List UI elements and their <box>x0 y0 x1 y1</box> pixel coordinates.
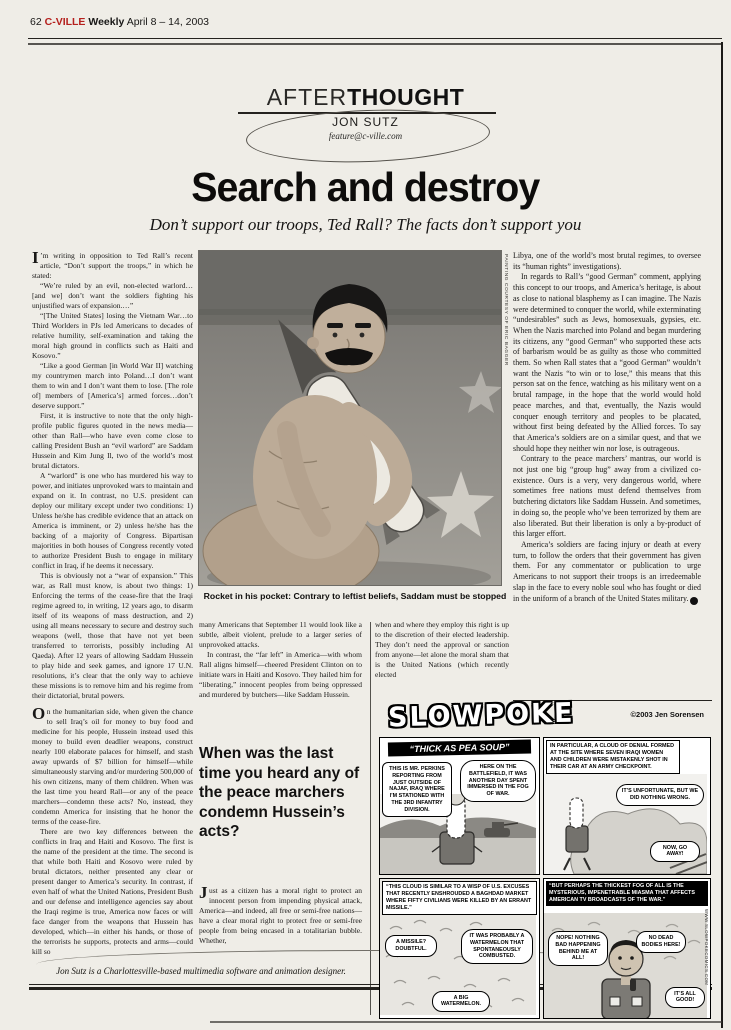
article-column-4 <box>513 251 701 605</box>
comic-strip <box>376 697 712 1018</box>
article-paragraph: In regards to Rall’s “good German” comment, applying this concept to our troops, and America’s heritage, is about as close to national blasphemy as I can imagine. The Nazis were determined to conquer the world, while exterminating “undesirables” such as Jews, homosexuals, gypsies, etc. When the Nazis marched into Poland and began murdering its citizens, any “good German” who supported these acts of barbarism would be as guilty as those who committed them. So when Rall states that a “good German” wouldn’t want the Nazis “to win or to lose,” this means that this person sat on the fence, watching as his military went on a brutal rampage, in the hope that the world would hold peace marches, and that, eventually, the Nazis would conquer enough territory and peoples to be placated, without first being defeated by the Allied forces. To say that America’s soldiers are on a similar quest, and that we should hope they neither win nor lose, is outrageous. <box>513 272 701 453</box>
masthead-suffix: Weekly <box>85 16 125 28</box>
panel3-caption: “THIS CLOUD IS SIMILAR TO A WISP OF U.S. EXCUSES THAT RECENTLY ENSHROUDED A BAGHDAD MARKET WHERE FIFTY CIVILIANS WERE KILLED BY AN ERRANT MISSILE.” <box>382 881 537 915</box>
panel4-caption: “BUT PERHAPS THE THICKEST FOG OF ALL IS THE MYSTERIOUS, IMPENETRABLE MIASMA THAT AFFECTS AMERICAN TV BROADCASTS OF THE WAR.” <box>546 881 708 906</box>
article-footer: Jon Sutz is a Charlottesville-based multimedia software and animation designer. <box>56 966 346 976</box>
column-title-light: AFTER <box>266 84 348 110</box>
article-column-3 <box>375 620 509 680</box>
speech-bubble: IT WAS PROBABLY A WATERMELON THAT SPONTANEOUSLY COMBUSTED. <box>461 929 533 964</box>
article-column-1 <box>32 248 193 957</box>
column-title <box>0 84 731 111</box>
column-title-bold: THOUGHT <box>347 84 465 110</box>
drop-cap: I <box>32 248 39 267</box>
page-right-border <box>721 42 723 1028</box>
comic-panel-4 <box>543 878 711 1019</box>
article-paragraph: There are two key differences between the conflicts in Iraq and Haiti and Kosovo. The first is the name of the president at the time. The second is that while both Haiti and Kosovo were ruled by brutal dictators, neither presented any clear or present danger to America’s security. In contrast, if even half of what the United Nations, President Bush and our defense and intelligence agencies say about the Iraqi regime is true, America now faces or will face danger from the weapons that Hussein has developed, which—in either his hands, or those of the terrorists he supports, protects and arms—could kill so <box>32 827 193 956</box>
article-paragraph: I ’m writing in opposition to Ted Rall’s recent article, “Don’t support the troops,” in which he stated: <box>32 248 193 280</box>
saddam-rocket-illustration <box>199 251 501 585</box>
speech-bubble: NO DEAD BODIES HERE! <box>636 931 686 953</box>
panel1-title: “THICK AS PEA SOUP” <box>388 740 531 757</box>
comic-panel-2 <box>543 737 711 875</box>
end-mark-icon: C <box>690 597 698 605</box>
panel2-caption: IN PARTICULAR, A CLOUD OF DENIAL FORMED AT THE SITE WHERE SEVEN IRAQI WOMEN AND CHILDREN WERE MISTAKENLY SHOT IN THEIR CAR AT AN ARMY CHECKPOINT. <box>546 740 680 774</box>
speech-bubble: NOPE! NOTHING BAD HAPPENING BEHIND ME AT ALL! <box>548 931 608 966</box>
issue-date: April 8 – 14, 2003 <box>124 16 210 28</box>
article-paragraph: This is obviously not a “war of expansion.” This war, as Rall must know, is about two things: 1) Enforcing the terms of the cease-fire that the Iraqi regime agreed to, in writing, 12 years ago, to disarm itself of its weapons of mass destruction, and 2) using all means necessary to secure and destroy such weapons (well, those that have not yet been transferred to terrorists, possibly including Al Qaeda). After 12 years of allowing Saddam Hussein to play hide and seek games, and ignore 17 U.N. resolutions, it’s clear that the only way to achieve these missions is to remove him and his regime from their dictatorial, brutal powers. <box>32 571 193 700</box>
speech-bubble: IT’S ALL GOOD! <box>665 987 705 1009</box>
article-paragraph: In contrast, the “far left” in America—with whom Rall aligns himself—cheered President Clinton on to initiate wars in Haiti and Kosovo. They hailed him for “liberating,” innocent peoples from being oppressed and murdered by butchers—like Saddam Hussein. <box>199 650 362 699</box>
article-paragraph: “We’re ruled by an evil, non-elected warlord…[and we] don’t want the soldiers fighting his unjustified wars of expansion.…” <box>32 281 193 310</box>
author-email: feature@c-ville.com <box>328 131 403 141</box>
article-paragraph: A “warlord” is one who has murdered his way to power, and initiates unprovoked wars to maintain and expand on it. In contrast, no U.S. president can deploy our military except under two conditions: 1) Unless he/she has credible evidence that an attack on America is imminent, or 2) unless he/she has the backing of a majority of Congress. Bipartisan majorities in both houses of Congress recently voted to authorize President Bush to engage in military conflict in Iraq, if he deems it necessary. <box>32 471 193 570</box>
article-paragraph: Contrary to the peace marchers’ mantras, our world is not just one big “group hug” away from a civilized co-existence. Ours is a very, very dangerous world, where sometimes free nations must defend themselves from butchering dictators like Saddam Hussein. And sometimes, in doing so, the people who’ve been terrorized by them are also liberated. But their liberation is only a by-product of this larger effort. <box>513 454 701 539</box>
article-paragraph: First, it is instructive to note that the only high-profile public figures quoted in the news media—other than Rall—who have even come close to calling President Bush an “evil warlord” are Saddam Hussein and Kim Jung Il, two of the world’s most brutal dictators. <box>32 411 193 470</box>
article-paragraph: many Americans that September 11 would look like a subtle, albeit violent, prelude to a larger series of unprovoked attacks. <box>199 620 362 649</box>
drop-cap: J <box>199 883 208 902</box>
drop-cap: O <box>32 704 46 723</box>
author-name: JON SUTZ <box>332 115 399 129</box>
article-paragraph: “[The United States] losing the Vietnam War…to Third Worlders in PJs led Americans to decades of relative humility, self-examination and taking the moral high ground in conflicts such as Haiti and Kosovo.” <box>32 311 193 360</box>
comic-panel-3 <box>379 878 540 1019</box>
speech-bubble: IT’S UNFORTUNATE, BUT WE DID NOTHING WRONG. <box>616 784 704 806</box>
article-paragraph: when and where they employ this right is up to the discretion of their elected leadership. They don’t need the approval or sanction from anyone—let alone the moral sham that is the United Nations (which recently elected <box>375 620 509 679</box>
page-number: 62 <box>30 16 42 28</box>
speech-bubble: NOW, GO AWAY! <box>650 841 700 863</box>
speech-bubble: THIS IS MR. PERKINS REPORTING FROM JUST OUTSIDE OF NAJAF, IRAQ WHERE I’M STATIONED WITH THE 3RD INFANTRY DIVISION. <box>382 762 452 817</box>
speech-bubble: HERE ON THE BATTLEFIELD, IT WAS ANOTHER DAY SPENT IMMERSED IN THE FOG OF WAR. <box>460 760 536 802</box>
article-paragraph: Just as a citizen has a moral right to protect an innocent person from impending physical attack, America—and indeed, all free or semi-free nations—have a clear moral right to protect free or semi-free people from being encased in a totalitarian bubble. Whether, <box>199 883 362 945</box>
headline: Search and destroy <box>191 164 540 210</box>
comic-panel-1 <box>379 737 540 875</box>
comic-logo: SLOWPOKE <box>387 697 575 734</box>
article-paragraph: America’s soldiers are facing injury or death at every turn, to follow the orders that their government has given them. For any commentator or publication to urge Americans to not support their troops is an irredeemable slap in the face to every noble soul who has fought or died in the uniform of a branch of the United States military. C <box>513 539 703 604</box>
page-bottom-edge <box>210 1021 722 1023</box>
article-paragraph: Libya, one of the world’s most brutal regimes, to oversee its “human rights” investigations). <box>513 251 701 271</box>
subhead: Don’t support our troops, Ted Rall? The facts don’t support you <box>149 215 582 234</box>
speech-bubble: A BIG WATERMELON. <box>432 991 490 1013</box>
speech-bubble: A MISSILE? DOUBTFUL. <box>385 935 437 957</box>
image-caption: Rocket in his pocket: Contrary to leftist beliefs, Saddam must be stopped <box>203 591 507 601</box>
page-header <box>30 16 722 28</box>
masthead-title: C-VILLE <box>44 16 86 28</box>
header-rule-thick <box>28 43 722 45</box>
pull-quote: When was the last time you heard any of the peace marchers condemn Hussein’s acts? <box>199 745 360 840</box>
image-credit: PAINTING COURTESY OF ERIC BAGGER <box>503 254 508 366</box>
article-paragraph: “Like a good German [in World War II] watching my countrymen march into Poland…I don’t want them to win and I don’t want them to lose. [The role of] members of [America’s] armed forces…don’t deserve support.” <box>32 361 193 410</box>
article-column-2-continued <box>199 883 362 946</box>
article-column-2 <box>199 620 362 700</box>
comic-website: WWW.SLOWPOKECOMICS.COM <box>704 909 709 986</box>
article-paragraph: On the humanitarian side, when given the chance to sell Iraq’s oil for money to buy food and medicine for his people, Hussein instead used this money to build even deadlier weapons, construct nearly 100 elaborate palaces for himself, and stash away upwards of $7 billion for himself—while simultaneously starving and/or murdering 500,000 of his own citizens, many of them children. When was the last time you heard Rall—or any of the peace marchers—condemn these acts? No, instead, they condemn America for insisting that he honor the terms of the cease-fire. <box>32 704 193 826</box>
comic-copyright: ©2003 Jen Sorensen <box>630 710 704 719</box>
cartoon-image <box>199 251 501 585</box>
header-rule-thin <box>28 38 722 39</box>
